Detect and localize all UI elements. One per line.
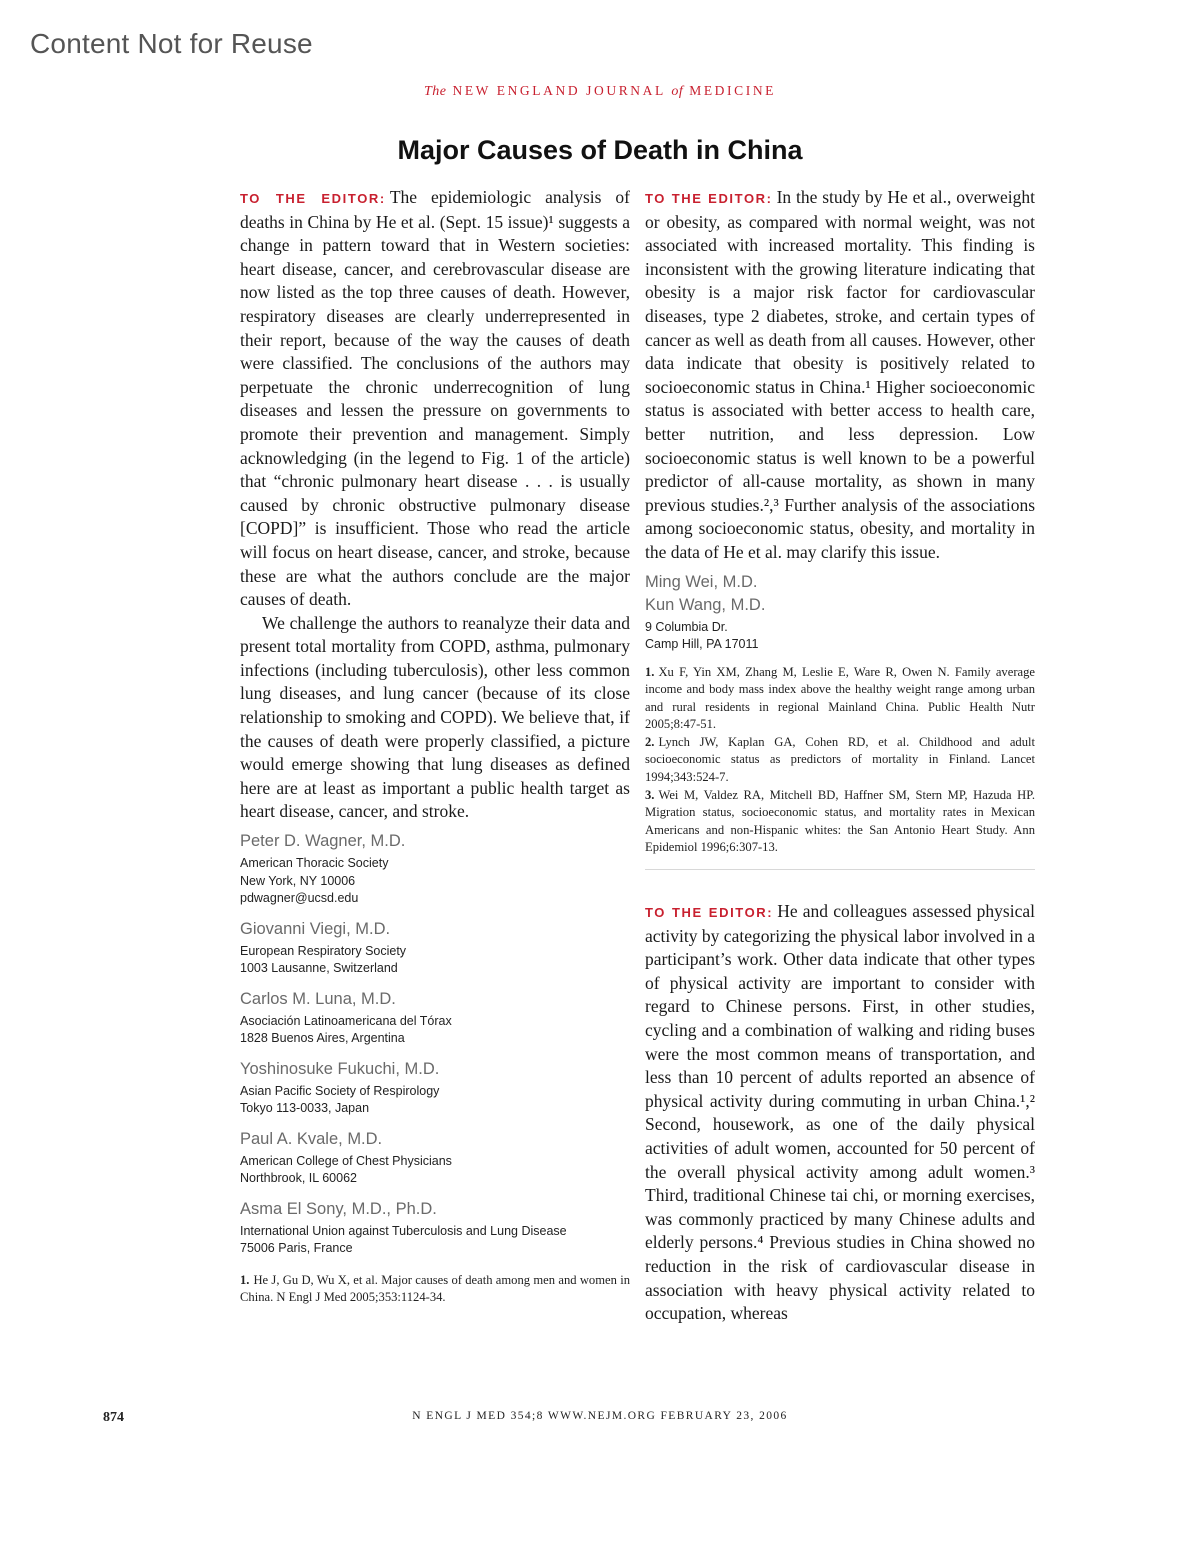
letter1-paragraph-1 xyxy=(240,186,630,612)
author-affiliation xyxy=(240,1223,630,1258)
to-the-editor-label: TO THE EDITOR: xyxy=(645,905,774,921)
affiliation-line: New York, NY 10006 xyxy=(240,873,356,888)
affiliation-line: pdwagner@ucsd.edu xyxy=(240,891,359,906)
author-name: Giovanni Viegi, M.D. xyxy=(240,919,391,938)
page-number: 874 xyxy=(103,1410,124,1425)
running-head-main: NEW ENGLAND JOURNAL xyxy=(452,83,666,98)
author-name: Carlos M. Luna, M.D. xyxy=(240,989,396,1008)
affiliation-line: 75006 Paris, France xyxy=(240,1241,353,1256)
to-the-editor-label: TO THE EDITOR: xyxy=(240,191,386,206)
letter2-paragraph-1 xyxy=(645,186,1035,565)
letter2-references xyxy=(645,664,1035,858)
article-title: Major Causes of Death in China xyxy=(397,135,803,165)
author-name: Asma El Sony, M.D., Ph.D. xyxy=(240,1199,437,1218)
affiliation-line: Asian Pacific Society of Respirology xyxy=(240,1083,440,1098)
to-the-editor-label: TO THE EDITOR: xyxy=(645,191,773,206)
letter2-p1-text: In the study by He et al., overweight or obesity, as compared with normal weight, was not associated with increased mortality. This finding is inconsistent with the growing literature indicating that obesity is a major risk factor for cardiovascular diseases, type 2 diabetes, stroke, and certain types of cancer as well as death from all causes. However, other data indicate that obesity is positively related to socioeconomic status in China.¹ Higher socioeconomic status is associated with better access to health care, better nutrition, and less depression. Low socioeconomic status is well known to be a powerful predictor of all-cause mortality, as shown in many previous studies.²,³ Further analysis of the associations among socioeconomic status, obesity, and mortality in the data of He et al. may clarify this issue. xyxy=(645,187,1035,562)
author-name: Peter D. Wagner, M.D. xyxy=(240,832,406,851)
affiliation-line: American Thoracic Society xyxy=(240,856,389,871)
affiliation-line: Camp Hill, PA 17011 xyxy=(645,637,759,651)
letter1-authors xyxy=(240,830,630,1258)
reference-number: 1. xyxy=(240,1272,250,1287)
affiliation-line: Tokyo 113-0033, Japan xyxy=(240,1101,370,1116)
running-head-the: The xyxy=(423,84,447,99)
journal-running-head xyxy=(0,83,1200,100)
letter1-p1-text: The epidemiologic analysis of deaths in China by He et al. (Sept. 15 issue)¹ suggests a change in pattern toward that in Western societies: heart disease, cancer, and cerebrovascular disease are now listed as the top three causes of death. However, respiratory diseases are clearly underrepresented in their report, because of the way the causes of death were classified. The conclusions of the authors may perpetuate the chronic underrecognition of lung diseases and lessen the pressure on governments to promote their prevention and management. Simply acknowledging (in the legend to Fig. 1 of the article) that “chronic pulmonary heart disease . . . is usually caused by chronic obstructive pulmonary disease [COPD]” is insufficient. Those who read the article will focus on heart disease, cancer, and stroke, because these are what the authors conclude are the major causes of death. xyxy=(240,187,630,610)
affiliation-line: Northbrook, IL 60062 xyxy=(240,1171,357,1186)
reference-number: 1. xyxy=(645,664,655,679)
affiliation-line: 1003 Lausanne, Switzerland xyxy=(240,961,398,976)
right-column xyxy=(645,186,1035,1326)
reference-text: Wei M, Valdez RA, Mitchell BD, Haffner SM, Stern MP, Hazuda HP. Migration status, socioeconomic status, and mortality rates in Mexican Americans and non-Hispanic whites: the San Antonio Heart Study. Ann Epidemiol 1996;6:307-13. xyxy=(645,787,1035,855)
affiliation-line: 9 Columbia Dr. xyxy=(645,619,728,634)
letter3-p1-text: He and colleagues assessed physical activity by categorizing the physical labor involved in a participant’s work. Other data indicate that other types of physical activity are important to consider with regard to Chinese persons. First, in other studies, cycling and a combination of walking and riding buses were the most common means of transportation, and less than 10 percent of adults reported an absence of physical activity during commuting in urban China.¹,² Second, housework, as one of the daily physical activities of adult women, accounted for 50 percent of the overall physical activity among adult women.³ Third, traditional Chinese tai chi, or morning exercises, was commonly practiced by many Chinese adults and elderly persons.⁴ Previous studies in China showed no reduction in the risk of cardiovascular disease in association with heavy physical activity related to occupation, whereas xyxy=(645,901,1035,1324)
author-name: Ming Wei, M.D. xyxy=(645,572,758,591)
author-affiliation xyxy=(240,1013,630,1048)
reference-item xyxy=(645,734,1035,787)
affiliation-line: Asociación Latinoamericana del Tórax xyxy=(240,1013,452,1028)
reference-text: He J, Gu D, Wu X, et al. Major causes of death among men and women in China. N Engl J Med 2005;353:1124-34. xyxy=(240,1272,630,1305)
watermark: Content Not for Reuse xyxy=(30,28,313,59)
author-name: Yoshinosuke Fukuchi, M.D. xyxy=(240,1059,440,1078)
letter1-references xyxy=(240,1272,630,1307)
reference-item xyxy=(645,664,1035,734)
affiliation-line: European Respiratory Society xyxy=(240,943,407,958)
author-affiliation xyxy=(240,855,630,908)
divider xyxy=(645,869,1035,870)
reference-item xyxy=(240,1272,630,1307)
reference-text: Xu F, Yin XM, Zhang M, Leslie E, Ware R, Owen N. Family average income and body mass index above the healthy weight range among urban and rural residents in regional Mainland China. Public Health Nutr 2005;8:47-51. xyxy=(645,664,1035,732)
author-affiliation xyxy=(240,943,630,978)
letter1-paragraph-2: We challenge the authors to reanalyze their data and present total mortality from COPD, asthma, pulmonary infections (including tuberculosis), other less common lung diseases, and lung cancer (because of its close relationship to smoking and COPD). We believe that, if the causes of death were properly classified, a picture would emerge showing that lung diseases as defined here are at least as important a public health target as heart disease, cancer, and stroke. xyxy=(240,612,630,822)
affiliation-line: International Union against Tuberculosis and Lung Disease xyxy=(240,1223,567,1238)
author-affiliation xyxy=(240,1153,630,1188)
affiliation-line: American College of Chest Physicians xyxy=(240,1153,452,1168)
reference-number: 3. xyxy=(645,787,655,802)
running-head-of: of xyxy=(671,84,684,99)
author-affiliation xyxy=(645,619,1035,654)
running-head-end: MEDICINE xyxy=(689,83,777,98)
reference-text: Lynch JW, Kaplan GA, Cohen RD, et al. Childhood and adult socioeconomic status as predictors of mortality in Finland. Lancet 1994;343:524-7. xyxy=(645,734,1035,785)
left-column xyxy=(240,186,630,1307)
citation-line: N ENGL J MED 354;8 WWW.NEJM.ORG FEBRUARY 23, 2006 xyxy=(412,1410,788,1422)
reference-number: 2. xyxy=(645,734,655,749)
letter2-authors xyxy=(645,571,1035,654)
reference-item xyxy=(645,787,1035,857)
author-name: Kun Wang, M.D. xyxy=(645,595,766,614)
author-name: Paul A. Kvale, M.D. xyxy=(240,1129,383,1148)
author-affiliation xyxy=(240,1083,630,1118)
letter3-paragraph-1 xyxy=(645,900,1035,1326)
affiliation-line: 1828 Buenos Aires, Argentina xyxy=(240,1031,405,1046)
